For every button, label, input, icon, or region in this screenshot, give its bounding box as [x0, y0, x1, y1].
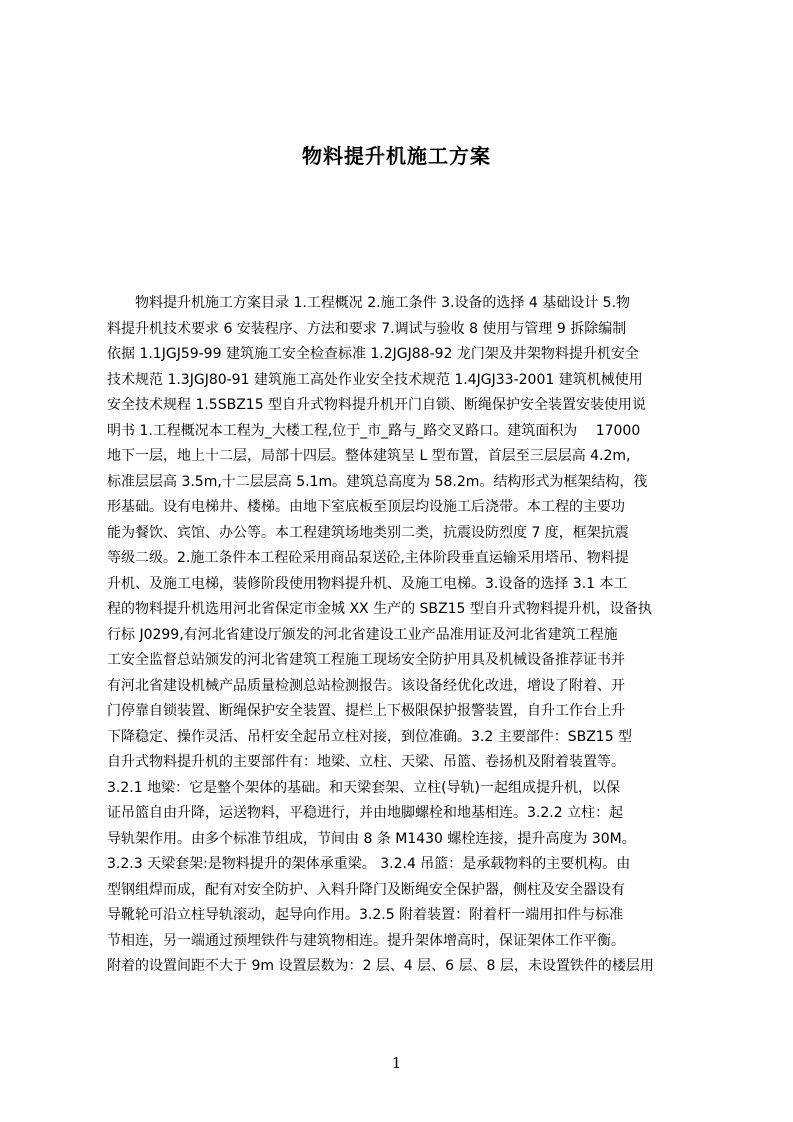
body-line: 明书 1.工程概况本工程为_大楼工程,位于_市_路与_路交叉路口。建筑面积为 17000 [107, 422, 641, 439]
document-body [107, 291, 698, 980]
body-line: 3.2.1 地梁：它是整个架体的基础。和天梁套架、立柱(导轨)一起组成提升机，以保 [107, 779, 620, 796]
body-line: 程的物料提升机选用河北省保定市金城 XX 生产的 SBZ15 型自升式物料提升机，设备执 [107, 601, 652, 617]
body-line: 料提升机技术要求 6 安装程序、方法和要求 7.调试与验收 8 使用与管理 9 拆除编制 [107, 320, 627, 337]
body-line: 自升式物料提升机的主要部件有：地梁、立柱、天梁、吊篮、卷扬机及附着装置等。 [107, 754, 625, 770]
body-line: 地下一层，地上十二层，局部十四层。整体建筑呈 L 型布置，首层至三层层高 4.2m, [107, 448, 631, 464]
page-number: 1 [391, 1054, 402, 1072]
body-line: 升机、及施工电梯，装修阶段使用物料提升机、及施工电梯。3.设备的选择 3.1 本工 [107, 575, 628, 592]
body-line: 技术规范 1.3JGJ80-91 建筑施工高处作业安全技术规范 1.4JGJ33-2001 建筑机械使用 [107, 371, 643, 388]
body-line: 导轨架作用。由多个标准节组成，节间由 8 条 M1430 螺栓连接，提升高度为 30M。 [107, 830, 636, 847]
body-line: 节相连，另一端通过预埋铁件与建筑物相连。提升架体增高时，保证架体工作平衡。 [107, 932, 625, 949]
body-line: 行标 J0299,有河北省建设厅颁发的河北省建设工业产品准用证及河北省建筑工程施 [107, 626, 618, 643]
body-line: 标准层层高 3.5m,十二层层高 5.1m。建筑总高度为 58.2m。结构形式为框架结构，筏 [107, 473, 648, 490]
body-line: 型钢组焊而成，配有对安全防护、入料升降门及断绳安全保护器，侧柱及安全器设有 [107, 881, 625, 898]
body-line: 附着的设置间距不大于 9m 设置层数为：2 层、4 层、6 层、8 层，未设置铁件的楼层用 [107, 958, 654, 974]
body-line: 导靴轮可沿立柱导轨滚动，起导向作用。3.2.5 附着装置：附着杆一端用扣件与标准 [107, 907, 624, 923]
body-line: 能为餐饮、宾馆、办公等。本工程建筑场地类别二类，抗震设防烈度 7 度，框架抗震 [107, 524, 629, 541]
body-line: 形基础。设有电梯井、楼梯。由地下室底板至顶层均设施工后浇带。本工程的主要功 [107, 499, 625, 515]
body-line: 3.2.3 天梁套架:是物料提升的架体承重梁。 3.2.4 吊篮：是承载物料的主要机构。由 [107, 856, 631, 872]
body-line: 物料提升机施工方案目录 1.工程概况 2.施工条件 3.设备的选择 4 基础设计 5.物 [107, 295, 631, 311]
body-line: 下降稳定、操作灵活、吊杆安全起吊立柱对接，到位准确。3.2 主要部件：SBZ15 型 [107, 728, 633, 745]
body-line: 证吊篮自由升降，运送物料，平稳进行，并由地脚螺栓和地基相连。3.2.2 立柱：起 [107, 805, 624, 821]
body-line: 等级二级。2.施工条件本工程砼采用商品泵送砼,主体阶段垂直运输采用塔吊、物料提 [107, 550, 629, 566]
body-line: 依据 1.1JGJ59-99 建筑施工安全检查标准 1.2JGJ88-92 龙门架及井架物料提升机安全 [107, 346, 639, 362]
body-line: 安全技术规程 1.5SBZ15 型自升式物料提升机开门自锁、断绳保护安全装置安装使用说 [107, 397, 647, 413]
body-line: 有河北省建设机械产品质量检测总站检测报告。该设备经优化改进，增设了附着、开 [107, 677, 625, 694]
body-line: 工安全监督总站颁发的河北省建筑工程施工现场安全防护用具及机械设备推荐证书并 [107, 652, 625, 668]
document-title: 物料提升机施工方案 [302, 144, 491, 168]
body-line: 门停靠自锁装置、断绳保护安全装置、提栏上下极限保护报警装置，自升工作台上升 [107, 703, 625, 719]
